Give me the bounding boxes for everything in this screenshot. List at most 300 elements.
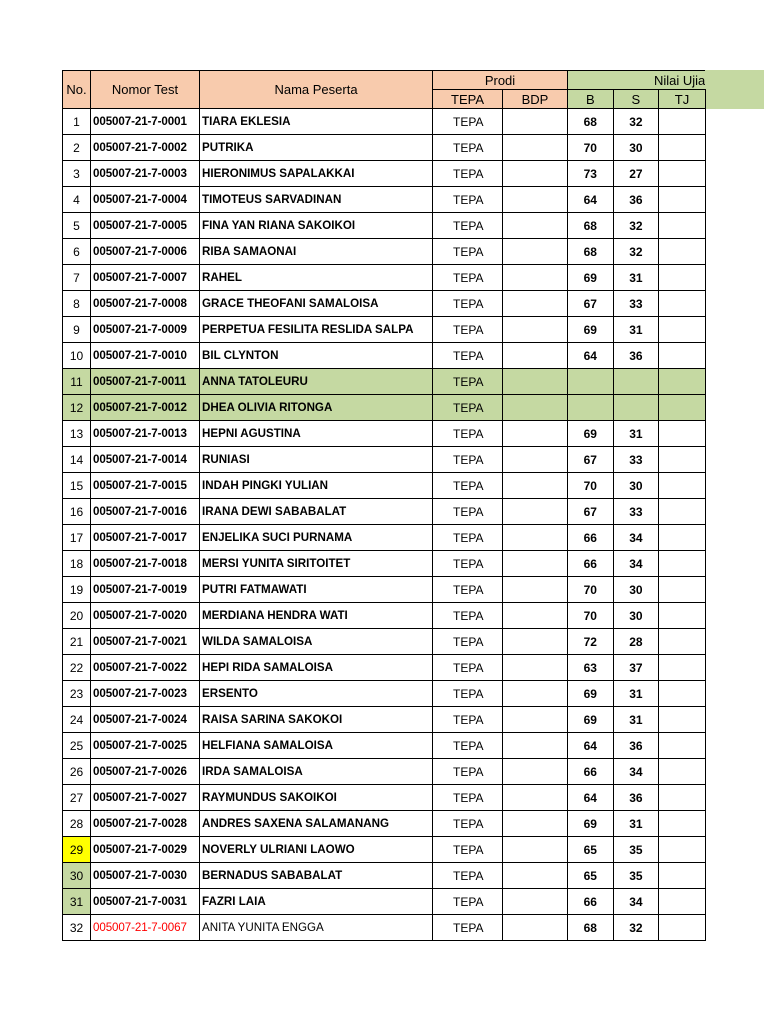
tepa-cell[interactable]: TEPA (433, 733, 503, 759)
bdp-cell[interactable] (503, 395, 568, 421)
s-score-cell[interactable]: 36 (613, 733, 659, 759)
row-number-cell[interactable]: 11 (63, 369, 91, 395)
tepa-cell[interactable]: TEPA (433, 343, 503, 369)
score-b-cell[interactable]: 69 (568, 681, 614, 707)
tepa-cell[interactable]: TEPA (433, 525, 503, 551)
s-score-cell[interactable]: 36 (613, 343, 659, 369)
row-number-cell[interactable]: 6 (63, 239, 91, 265)
s-score-cell[interactable] (613, 369, 659, 395)
tepa-cell[interactable]: TEPA (433, 837, 503, 863)
tepa-cell[interactable]: TEPA (433, 785, 503, 811)
tj-cell[interactable] (659, 473, 706, 499)
header-bdp[interactable]: BDP (503, 90, 568, 109)
bdp-cell[interactable] (503, 681, 568, 707)
nomor-test-cell[interactable]: 005007-21-7-0002 (91, 135, 200, 161)
nama-peserta-cell[interactable]: FINA YAN RIANA SAKOIKOI (200, 213, 433, 239)
tepa-cell[interactable]: TEPA (433, 265, 503, 291)
nama-peserta-cell[interactable]: ERSENTO (200, 681, 433, 707)
table-row (63, 187, 706, 213)
nama-peserta-cell[interactable]: MERSI YUNITA SIRITOITET (200, 551, 433, 577)
table-row (63, 135, 706, 161)
s-score-cell[interactable]: 36 (613, 785, 659, 811)
nomor-test-cell[interactable]: 005007-21-7-0022 (91, 655, 200, 681)
tj-cell[interactable] (659, 785, 706, 811)
tepa-cell[interactable]: TEPA (433, 759, 503, 785)
s-score-cell[interactable]: 30 (613, 473, 659, 499)
nomor-test-cell[interactable]: 005007-21-7-0015 (91, 473, 200, 499)
tepa-cell[interactable]: TEPA (433, 109, 503, 135)
tj-cell[interactable] (659, 421, 706, 447)
tepa-cell[interactable]: TEPA (433, 239, 503, 265)
nama-peserta-cell[interactable]: NOVERLY ULRIANI LAOWO (200, 837, 433, 863)
score-b-cell[interactable]: 67 (568, 499, 614, 525)
bdp-cell[interactable] (503, 291, 568, 317)
s-score-cell[interactable]: 31 (613, 707, 659, 733)
tj-cell[interactable] (659, 395, 706, 421)
nama-peserta-cell[interactable]: HELFIANA SAMALOISA (200, 733, 433, 759)
score-b-cell[interactable] (568, 369, 614, 395)
spreadsheet (62, 70, 706, 941)
bdp-cell[interactable] (503, 785, 568, 811)
nama-peserta-cell[interactable]: INDAH PINGKI YULIAN (200, 473, 433, 499)
score-b-cell[interactable]: 68 (568, 239, 614, 265)
header-b[interactable]: B (568, 90, 614, 109)
s-score-cell[interactable]: 37 (613, 655, 659, 681)
nama-peserta-cell[interactable]: ANDRES SAXENA SALAMANANG (200, 811, 433, 837)
nomor-test-cell[interactable]: 005007-21-7-0007 (91, 265, 200, 291)
s-score-cell[interactable]: 34 (613, 551, 659, 577)
s-score-cell[interactable]: 33 (613, 291, 659, 317)
tj-cell[interactable] (659, 603, 706, 629)
tj-cell[interactable] (659, 733, 706, 759)
nama-peserta-cell[interactable]: GRACE THEOFANI SAMALOISA (200, 291, 433, 317)
nomor-test-cell[interactable]: 005007-21-7-0017 (91, 525, 200, 551)
row-number-cell[interactable]: 32 (63, 915, 91, 941)
table-row (63, 265, 706, 291)
tj-cell[interactable] (659, 707, 706, 733)
tj-cell[interactable] (659, 239, 706, 265)
nomor-test-cell[interactable]: 005007-21-7-0014 (91, 447, 200, 473)
s-score-cell[interactable]: 27 (613, 161, 659, 187)
table-row (63, 395, 706, 421)
row-number-cell[interactable]: 27 (63, 785, 91, 811)
table-row (63, 369, 706, 395)
table-row (63, 681, 706, 707)
score-b-cell[interactable]: 64 (568, 733, 614, 759)
tepa-cell[interactable]: TEPA (433, 291, 503, 317)
header-prodi[interactable]: Prodi (433, 71, 568, 90)
tj-cell[interactable] (659, 863, 706, 889)
score-b-cell[interactable]: 64 (568, 785, 614, 811)
row-number-cell[interactable]: 14 (63, 447, 91, 473)
nomor-test-cell[interactable]: 005007-21-7-0029 (91, 837, 200, 863)
tj-cell[interactable] (659, 759, 706, 785)
score-b-cell[interactable]: 69 (568, 265, 614, 291)
table-row (63, 915, 706, 941)
nama-peserta-cell[interactable]: WILDA SAMALOISA (200, 629, 433, 655)
nomor-test-cell[interactable]: 005007-21-7-0013 (91, 421, 200, 447)
nomor-test-cell[interactable]: 005007-21-7-0010 (91, 343, 200, 369)
header-no[interactable]: No. (63, 71, 91, 109)
bdp-cell[interactable] (503, 135, 568, 161)
nama-peserta-cell[interactable]: ANNA TATOLEURU (200, 369, 433, 395)
score-b-cell[interactable]: 68 (568, 213, 614, 239)
nama-peserta-cell[interactable]: PUTRI FATMAWATI (200, 577, 433, 603)
s-score-cell[interactable]: 28 (613, 629, 659, 655)
tj-cell[interactable] (659, 343, 706, 369)
bdp-cell[interactable] (503, 655, 568, 681)
table-row (63, 317, 706, 343)
tepa-cell[interactable]: TEPA (433, 811, 503, 837)
bdp-cell[interactable] (503, 317, 568, 343)
nama-peserta-cell[interactable]: RAISA SARINA SAKOKOI (200, 707, 433, 733)
nama-peserta-cell[interactable]: ENJELIKA SUCI PURNAMA (200, 525, 433, 551)
nama-peserta-cell[interactable]: BIL CLYNTON (200, 343, 433, 369)
score-b-cell[interactable]: 66 (568, 551, 614, 577)
nomor-test-cell[interactable]: 005007-21-7-0021 (91, 629, 200, 655)
table-row (63, 525, 706, 551)
nomor-test-cell[interactable]: 005007-21-7-0018 (91, 551, 200, 577)
bdp-cell[interactable] (503, 551, 568, 577)
table-row (63, 343, 706, 369)
score-b-cell[interactable]: 67 (568, 291, 614, 317)
tj-cell[interactable] (659, 291, 706, 317)
nomor-test-cell[interactable]: 005007-21-7-0031 (91, 889, 200, 915)
score-b-cell[interactable]: 69 (568, 707, 614, 733)
table-row (63, 785, 706, 811)
nama-peserta-cell[interactable]: PUTRIKA (200, 135, 433, 161)
nama-peserta-cell[interactable]: PERPETUA FESILITA RESLIDA SALPA (200, 317, 433, 343)
tj-cell[interactable] (659, 265, 706, 291)
row-number-cell[interactable]: 20 (63, 603, 91, 629)
row-number-cell[interactable]: 25 (63, 733, 91, 759)
header-nilai-ujian[interactable]: Nilai Ujia (568, 71, 706, 90)
tj-cell[interactable] (659, 499, 706, 525)
score-b-cell[interactable]: 67 (568, 447, 614, 473)
tepa-cell[interactable]: TEPA (433, 499, 503, 525)
score-b-cell[interactable]: 66 (568, 525, 614, 551)
nama-peserta-cell[interactable]: BERNADUS SABABALAT (200, 863, 433, 889)
tj-cell[interactable] (659, 551, 706, 577)
bdp-cell[interactable] (503, 915, 568, 941)
tepa-cell[interactable]: TEPA (433, 863, 503, 889)
s-score-cell[interactable]: 32 (613, 213, 659, 239)
bdp-cell[interactable] (503, 473, 568, 499)
tepa-cell[interactable]: TEPA (433, 655, 503, 681)
table-row (63, 759, 706, 785)
s-score-cell[interactable]: 32 (613, 109, 659, 135)
table-row (63, 239, 706, 265)
nomor-test-cell[interactable]: 005007-21-7-0023 (91, 681, 200, 707)
row-number-cell[interactable]: 24 (63, 707, 91, 733)
participant-table (62, 70, 706, 941)
bdp-cell[interactable] (503, 239, 568, 265)
bdp-cell[interactable] (503, 187, 568, 213)
score-b-cell[interactable]: 70 (568, 473, 614, 499)
s-score-cell[interactable]: 31 (613, 265, 659, 291)
nomor-test-cell[interactable]: 005007-21-7-0030 (91, 863, 200, 889)
s-score-cell[interactable]: 30 (613, 577, 659, 603)
bdp-cell[interactable] (503, 525, 568, 551)
row-number-cell[interactable]: 18 (63, 551, 91, 577)
s-score-cell[interactable]: 33 (613, 447, 659, 473)
row-number-cell[interactable]: 10 (63, 343, 91, 369)
score-b-cell[interactable]: 69 (568, 317, 614, 343)
bdp-cell[interactable] (503, 213, 568, 239)
tepa-cell[interactable]: TEPA (433, 915, 503, 941)
bdp-cell[interactable] (503, 447, 568, 473)
table-row (63, 863, 706, 889)
tj-cell[interactable] (659, 889, 706, 915)
s-score-cell[interactable]: 36 (613, 187, 659, 213)
tepa-cell[interactable]: TEPA (433, 681, 503, 707)
bdp-cell[interactable] (503, 863, 568, 889)
table-row (63, 447, 706, 473)
score-b-cell[interactable]: 63 (568, 655, 614, 681)
row-number-cell[interactable]: 8 (63, 291, 91, 317)
row-number-cell[interactable]: 29 (63, 837, 91, 863)
table-row (63, 811, 706, 837)
nama-peserta-cell[interactable]: IRDA SAMALOISA (200, 759, 433, 785)
nomor-test-cell[interactable]: 005007-21-7-0028 (91, 811, 200, 837)
table-row (63, 603, 706, 629)
s-score-cell[interactable]: 30 (613, 135, 659, 161)
bdp-cell[interactable] (503, 889, 568, 915)
row-number-cell[interactable]: 30 (63, 863, 91, 889)
table-row (63, 577, 706, 603)
s-score-cell[interactable]: 35 (613, 837, 659, 863)
score-b-cell[interactable]: 70 (568, 577, 614, 603)
tj-cell[interactable] (659, 447, 706, 473)
tepa-cell[interactable]: TEPA (433, 889, 503, 915)
score-b-cell[interactable]: 66 (568, 759, 614, 785)
s-score-cell[interactable]: 31 (613, 317, 659, 343)
score-b-cell[interactable]: 72 (568, 629, 614, 655)
bdp-cell[interactable] (503, 629, 568, 655)
nilai-header-overflow (701, 70, 764, 109)
nama-peserta-cell[interactable]: HEPI RIDA SAMALOISA (200, 655, 433, 681)
s-score-cell[interactable]: 32 (613, 239, 659, 265)
nomor-test-cell[interactable]: 005007-21-7-0012 (91, 395, 200, 421)
tj-cell[interactable] (659, 811, 706, 837)
bdp-cell[interactable] (503, 811, 568, 837)
tj-cell[interactable] (659, 135, 706, 161)
table-row (63, 473, 706, 499)
nama-peserta-cell[interactable]: RAHEL (200, 265, 433, 291)
header-tj[interactable]: TJ (659, 90, 706, 109)
tepa-cell[interactable]: TEPA (433, 213, 503, 239)
row-number-cell[interactable]: 15 (63, 473, 91, 499)
score-b-cell[interactable]: 73 (568, 161, 614, 187)
score-b-cell[interactable] (568, 395, 614, 421)
nama-peserta-cell[interactable]: RUNIASI (200, 447, 433, 473)
nomor-test-cell[interactable]: 005007-21-7-0006 (91, 239, 200, 265)
tj-cell[interactable] (659, 317, 706, 343)
nama-peserta-cell[interactable]: MERDIANA HENDRA WATI (200, 603, 433, 629)
table-row (63, 499, 706, 525)
tepa-cell[interactable]: TEPA (433, 473, 503, 499)
table-row (63, 109, 706, 135)
row-number-cell[interactable]: 26 (63, 759, 91, 785)
score-b-cell[interactable]: 64 (568, 187, 614, 213)
row-number-cell[interactable]: 16 (63, 499, 91, 525)
s-score-cell[interactable]: 32 (613, 915, 659, 941)
bdp-cell[interactable] (503, 603, 568, 629)
header-nama-peserta[interactable]: Nama Peserta (200, 71, 433, 109)
bdp-cell[interactable] (503, 733, 568, 759)
row-number-cell[interactable]: 3 (63, 161, 91, 187)
nama-peserta-cell[interactable]: RIBA SAMAONAI (200, 239, 433, 265)
row-number-cell[interactable]: 9 (63, 317, 91, 343)
nama-peserta-cell[interactable]: HEPNI AGUSTINA (200, 421, 433, 447)
row-number-cell[interactable]: 17 (63, 525, 91, 551)
score-b-cell[interactable]: 69 (568, 811, 614, 837)
header-s[interactable]: S (613, 90, 659, 109)
s-score-cell[interactable]: 31 (613, 421, 659, 447)
nomor-test-cell[interactable]: 005007-21-7-0026 (91, 759, 200, 785)
nomor-test-cell[interactable]: 005007-21-7-0016 (91, 499, 200, 525)
score-b-cell[interactable]: 70 (568, 135, 614, 161)
bdp-cell[interactable] (503, 369, 568, 395)
table-body (63, 109, 706, 941)
tj-cell[interactable] (659, 915, 706, 941)
tepa-cell[interactable]: TEPA (433, 629, 503, 655)
nomor-test-cell[interactable]: 005007-21-7-0025 (91, 733, 200, 759)
tj-cell[interactable] (659, 525, 706, 551)
bdp-cell[interactable] (503, 499, 568, 525)
tj-cell[interactable] (659, 629, 706, 655)
s-score-cell[interactable]: 34 (613, 889, 659, 915)
tj-cell[interactable] (659, 655, 706, 681)
tj-cell[interactable] (659, 369, 706, 395)
s-score-cell[interactable]: 31 (613, 681, 659, 707)
row-number-cell[interactable]: 7 (63, 265, 91, 291)
table-row (63, 551, 706, 577)
score-b-cell[interactable]: 68 (568, 915, 614, 941)
nomor-test-cell[interactable]: 005007-21-7-0019 (91, 577, 200, 603)
row-number-cell[interactable]: 21 (63, 629, 91, 655)
score-b-cell[interactable]: 69 (568, 421, 614, 447)
s-score-cell[interactable]: 35 (613, 863, 659, 889)
row-number-cell[interactable]: 5 (63, 213, 91, 239)
s-score-cell[interactable]: 34 (613, 759, 659, 785)
tj-cell[interactable] (659, 187, 706, 213)
row-number-cell[interactable]: 13 (63, 421, 91, 447)
tepa-cell[interactable]: TEPA (433, 577, 503, 603)
score-b-cell[interactable]: 68 (568, 109, 614, 135)
nomor-test-cell[interactable]: 005007-21-7-0001 (91, 109, 200, 135)
tepa-cell[interactable]: TEPA (433, 707, 503, 733)
table-row (63, 889, 706, 915)
table-row (63, 733, 706, 759)
nomor-test-cell[interactable]: 005007-21-7-0004 (91, 187, 200, 213)
s-score-cell[interactable]: 33 (613, 499, 659, 525)
tepa-cell[interactable]: TEPA (433, 135, 503, 161)
nomor-test-cell[interactable]: 005007-21-7-0011 (91, 369, 200, 395)
tj-cell[interactable] (659, 577, 706, 603)
tepa-cell[interactable]: TEPA (433, 395, 503, 421)
nomor-test-cell[interactable]: 005007-21-7-0008 (91, 291, 200, 317)
tepa-cell[interactable]: TEPA (433, 369, 503, 395)
s-score-cell[interactable]: 30 (613, 603, 659, 629)
nomor-test-cell[interactable]: 005007-21-7-0024 (91, 707, 200, 733)
tepa-cell[interactable]: TEPA (433, 317, 503, 343)
row-number-cell[interactable]: 4 (63, 187, 91, 213)
tepa-cell[interactable]: TEPA (433, 551, 503, 577)
bdp-cell[interactable] (503, 577, 568, 603)
header-nomor-test[interactable]: Nomor Test (91, 71, 200, 109)
table-row (63, 213, 706, 239)
row-number-cell[interactable]: 28 (63, 811, 91, 837)
bdp-cell[interactable] (503, 707, 568, 733)
nomor-test-cell[interactable]: 005007-21-7-0020 (91, 603, 200, 629)
row-number-cell[interactable]: 22 (63, 655, 91, 681)
nomor-test-cell[interactable]: 005007-21-7-0003 (91, 161, 200, 187)
score-b-cell[interactable]: 65 (568, 863, 614, 889)
nomor-test-cell[interactable]: 005007-21-7-0009 (91, 317, 200, 343)
tj-cell[interactable] (659, 213, 706, 239)
nomor-test-cell[interactable]: 005007-21-7-0067 (91, 915, 200, 941)
bdp-cell[interactable] (503, 343, 568, 369)
row-number-cell[interactable]: 1 (63, 109, 91, 135)
tepa-cell[interactable]: TEPA (433, 187, 503, 213)
nama-peserta-cell[interactable]: HIERONIMUS SAPALAKKAI (200, 161, 433, 187)
bdp-cell[interactable] (503, 837, 568, 863)
score-b-cell[interactable]: 66 (568, 889, 614, 915)
tj-cell[interactable] (659, 681, 706, 707)
s-score-cell[interactable]: 31 (613, 811, 659, 837)
table-row (63, 837, 706, 863)
bdp-cell[interactable] (503, 109, 568, 135)
nama-peserta-cell[interactable]: RAYMUNDUS SAKOIKOI (200, 785, 433, 811)
tepa-cell[interactable]: TEPA (433, 421, 503, 447)
score-b-cell[interactable]: 64 (568, 343, 614, 369)
nama-peserta-cell[interactable]: IRANA DEWI SABABALAT (200, 499, 433, 525)
row-number-cell[interactable]: 23 (63, 681, 91, 707)
bdp-cell[interactable] (503, 265, 568, 291)
table-row (63, 655, 706, 681)
table-header (63, 71, 706, 109)
nomor-test-cell[interactable]: 005007-21-7-0027 (91, 785, 200, 811)
tepa-cell[interactable]: TEPA (433, 161, 503, 187)
row-number-cell[interactable]: 2 (63, 135, 91, 161)
nama-peserta-cell[interactable]: ANITA YUNITA ENGGA (200, 915, 433, 941)
score-b-cell[interactable]: 65 (568, 837, 614, 863)
tj-cell[interactable] (659, 837, 706, 863)
nomor-test-cell[interactable]: 005007-21-7-0005 (91, 213, 200, 239)
tj-cell[interactable] (659, 109, 706, 135)
row-number-cell[interactable]: 12 (63, 395, 91, 421)
bdp-cell[interactable] (503, 161, 568, 187)
nama-peserta-cell[interactable]: TIMOTEUS SARVADINAN (200, 187, 433, 213)
s-score-cell[interactable]: 34 (613, 525, 659, 551)
table-row (63, 291, 706, 317)
tj-cell[interactable] (659, 161, 706, 187)
table-row (63, 161, 706, 187)
header-tepa[interactable]: TEPA (433, 90, 503, 109)
tepa-cell[interactable]: TEPA (433, 603, 503, 629)
tepa-cell[interactable]: TEPA (433, 447, 503, 473)
bdp-cell[interactable] (503, 759, 568, 785)
nama-peserta-cell[interactable]: TIARA EKLESIA (200, 109, 433, 135)
s-score-cell[interactable] (613, 395, 659, 421)
row-number-cell[interactable]: 19 (63, 577, 91, 603)
score-b-cell[interactable]: 70 (568, 603, 614, 629)
nama-peserta-cell[interactable]: FAZRI LAIA (200, 889, 433, 915)
bdp-cell[interactable] (503, 421, 568, 447)
row-number-cell[interactable]: 31 (63, 889, 91, 915)
nama-peserta-cell[interactable]: DHEA OLIVIA RITONGA (200, 395, 433, 421)
